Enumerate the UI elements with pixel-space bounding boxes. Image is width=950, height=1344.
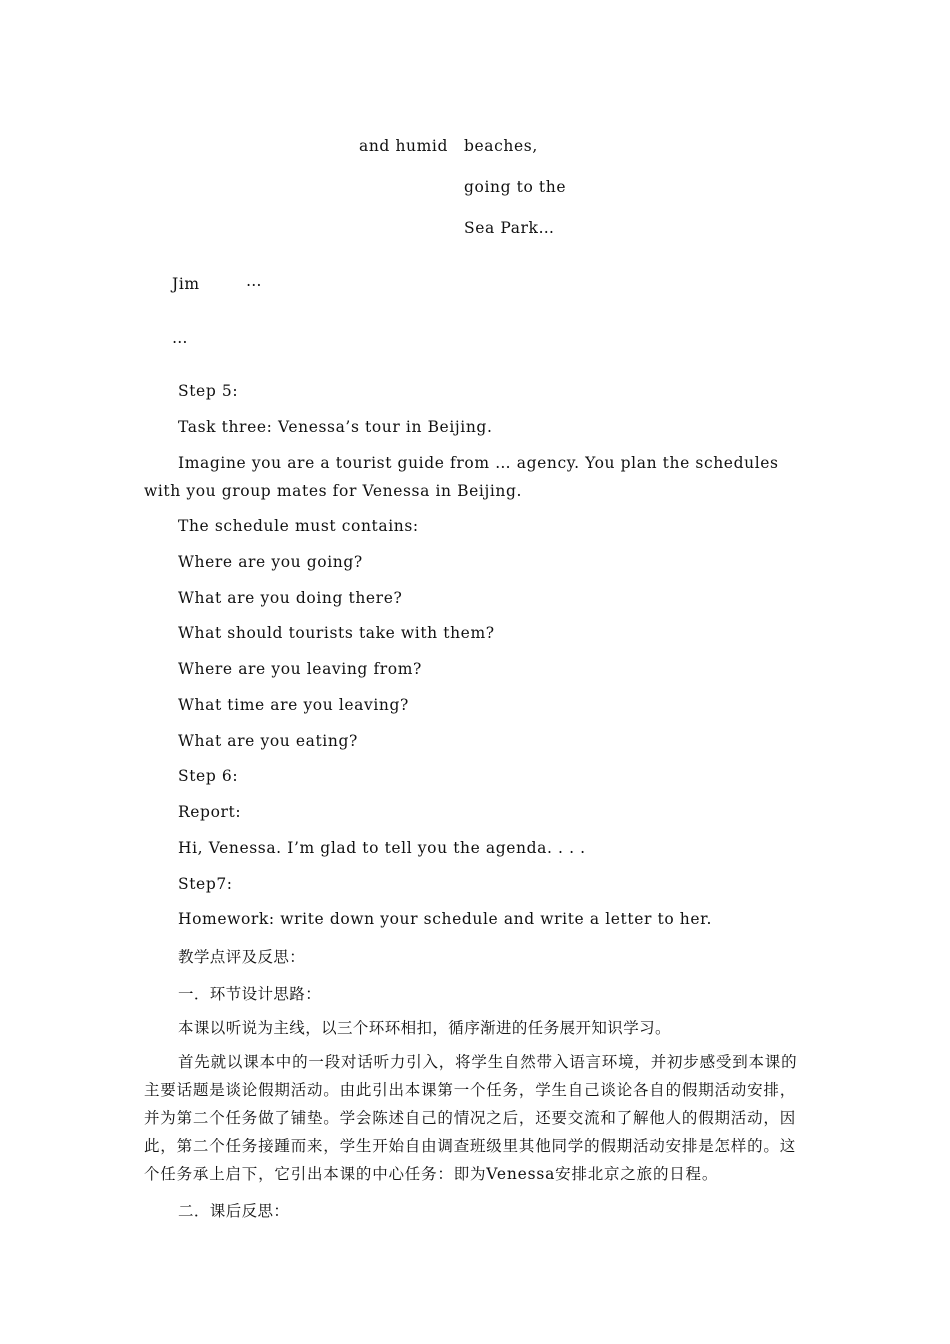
step5-heading: Step 5: <box>178 382 239 400</box>
table-cell-activity-line1: beaches, <box>464 137 538 155</box>
section1-title: 一．环节设计思路： <box>178 985 322 1003</box>
table-row-jim-ellipsis: … <box>246 272 263 290</box>
step5-task-title: Task three: Venessa’s tour in Beijing. <box>178 418 493 436</box>
table-row-name-jim: Jim <box>172 275 200 293</box>
question-item: What are you doing there? <box>178 589 403 607</box>
section2-title: 二．课后反思： <box>178 1202 290 1220</box>
step6-report-label: Report: <box>178 803 242 821</box>
section1-paragraph-1: 本课以听说为主线，以三个环环相扣，循序渐进的任务展开知识学习。 <box>178 1019 671 1037</box>
table-row-ellipsis: … <box>172 329 189 347</box>
question-item: Where are you going? <box>178 553 363 571</box>
question-item: What are you eating? <box>178 732 358 750</box>
reflection-title: 教学点评及反思： <box>178 948 306 966</box>
step7-heading: Step7: <box>178 875 233 893</box>
step5-intro-paragraph: Imagine you are a tourist guide from … agency. You plan the schedules with you group mates for Venessa in Beijing. <box>144 454 779 500</box>
table-cell-activity-line3: Sea Park… <box>464 219 555 237</box>
table-cell-activity-line2: going to the <box>464 178 567 196</box>
question-item: What should tourists take with them? <box>178 624 495 642</box>
question-item: Where are you leaving from? <box>178 660 422 678</box>
table-cell-weather: and humid <box>359 137 449 155</box>
step6-heading: Step 6: <box>178 767 239 785</box>
section1-paragraph-2: 首先就以课本中的一段对话听力引入，将学生自然带入语言环境，并初步感受到本课的主要话题是谈论假期活动。由此引出本课第一个任务，学生自己谈论各自的假期活动安排，并为第二个任务做了铺垫。学会陈述自己的情况之后，还要交流和了解他人的假期活动，因此，第二个任务接踵而来，学生开始自由调查班级里其他同学的假期活动安排是怎样的。这个任务承上启下，它引出本课的中心任务：即为Venessa安排北京之旅的日程。 <box>144 1053 798 1183</box>
step6-report-text: Hi, Venessa. I’m glad to tell you the agenda. . . . <box>178 839 586 857</box>
question-item: What time are you leaving? <box>178 696 409 714</box>
step7-homework: Homework: write down your schedule and write a letter to her. <box>178 910 712 928</box>
step5-contains-label: The schedule must contains: <box>178 517 419 535</box>
